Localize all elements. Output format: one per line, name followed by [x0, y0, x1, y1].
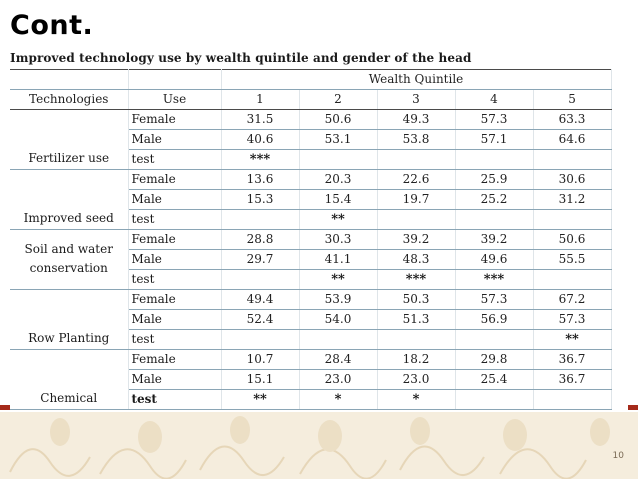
- accent-bar-left: [0, 405, 10, 410]
- use-label: Male: [128, 130, 221, 150]
- table-cell: 18.2: [377, 350, 455, 370]
- technology-label: Chemical: [10, 350, 128, 410]
- table-row: [10, 230, 611, 250]
- table-cell: 50.3: [377, 290, 455, 310]
- table-row: [10, 170, 611, 190]
- table-cell: 10.7: [221, 350, 299, 370]
- table-cell: 67.2: [533, 290, 611, 310]
- use-label: Male: [128, 370, 221, 390]
- column-header-technologies: Technologies: [10, 90, 128, 110]
- significance-cell: [455, 390, 533, 410]
- table-cell: 39.2: [455, 230, 533, 250]
- significance-cell: [377, 330, 455, 350]
- column-header-quintile-4: 4: [455, 90, 533, 110]
- table-cell: 25.2: [455, 190, 533, 210]
- significance-cell: **: [299, 210, 377, 230]
- table-cell: 31.2: [533, 190, 611, 210]
- table-cell: 57.1: [455, 130, 533, 150]
- table-cell: 15.1: [221, 370, 299, 390]
- use-label: test: [128, 150, 221, 170]
- table-cell: 51.3: [377, 310, 455, 330]
- significance-cell: ***: [377, 270, 455, 290]
- table-cell: 49.6: [455, 250, 533, 270]
- table-cell: 53.8: [377, 130, 455, 150]
- table-cell: 36.7: [533, 370, 611, 390]
- table-cell: 40.6: [221, 130, 299, 150]
- significance-cell: **: [533, 330, 611, 350]
- significance-cell: *: [377, 390, 455, 410]
- use-label: Male: [128, 190, 221, 210]
- table-cell: 39.2: [377, 230, 455, 250]
- table-cell: 52.4: [221, 310, 299, 330]
- table-cell: 30.3: [299, 230, 377, 250]
- table-row: [10, 350, 611, 370]
- table-cell: 36.7: [533, 350, 611, 370]
- significance-cell: *: [299, 390, 377, 410]
- technology-label: Improved seed: [10, 170, 128, 230]
- table-cell: 63.3: [533, 110, 611, 130]
- use-label: Female: [128, 230, 221, 250]
- significance-cell: [377, 150, 455, 170]
- table-cell: 15.3: [221, 190, 299, 210]
- table-cell: 57.3: [533, 310, 611, 330]
- table-cell: 49.3: [377, 110, 455, 130]
- column-header-quintile-2: 2: [299, 90, 377, 110]
- column-header-quintile-3: 3: [377, 90, 455, 110]
- table-cell: 49.4: [221, 290, 299, 310]
- header-row-group: [10, 70, 611, 90]
- use-label: test: [128, 270, 221, 290]
- significance-cell: [221, 330, 299, 350]
- significance-cell: [221, 270, 299, 290]
- table-cell: 55.5: [533, 250, 611, 270]
- table-cell: 29.8: [455, 350, 533, 370]
- table-caption: Improved technology use by wealth quintile and gender of the head: [10, 51, 472, 65]
- table-cell: 50.6: [533, 230, 611, 250]
- significance-cell: [299, 330, 377, 350]
- slide-title: Cont.: [10, 10, 94, 41]
- table-cell: 54.0: [299, 310, 377, 330]
- table-row: [10, 290, 611, 310]
- significance-cell: [377, 210, 455, 230]
- table-cell: 19.7: [377, 190, 455, 210]
- table-cell: 28.8: [221, 230, 299, 250]
- table-row: [10, 110, 611, 130]
- technology-label: Row Planting: [10, 290, 128, 350]
- table-cell: 25.4: [455, 370, 533, 390]
- table-cell: 56.9: [455, 310, 533, 330]
- table-cell: 22.6: [377, 170, 455, 190]
- table-cell: 53.1: [299, 130, 377, 150]
- header-spacer: [10, 70, 128, 90]
- table-cell: 57.3: [455, 290, 533, 310]
- table-cell: 64.6: [533, 130, 611, 150]
- accent-bar-right: [628, 405, 638, 410]
- wealth-quintile-header: Wealth Quintile: [221, 70, 611, 90]
- significance-cell: [221, 210, 299, 230]
- column-header-use: Use: [128, 90, 221, 110]
- column-header-quintile-5: 5: [533, 90, 611, 110]
- use-label: Female: [128, 290, 221, 310]
- header-row-columns: [10, 90, 611, 110]
- significance-cell: ***: [221, 150, 299, 170]
- significance-cell: ***: [455, 270, 533, 290]
- table-cell: 28.4: [299, 350, 377, 370]
- use-label: test: [128, 210, 221, 230]
- significance-cell: [299, 150, 377, 170]
- header-spacer: [128, 70, 221, 90]
- column-header-quintile-1: 1: [221, 90, 299, 110]
- significance-cell: **: [299, 270, 377, 290]
- table-cell: 30.6: [533, 170, 611, 190]
- use-label: Male: [128, 310, 221, 330]
- significance-cell: [455, 150, 533, 170]
- table-cell: 41.1: [299, 250, 377, 270]
- table-cell: 50.6: [299, 110, 377, 130]
- table-cell: 48.3: [377, 250, 455, 270]
- table-cell: 20.3: [299, 170, 377, 190]
- technology-label: Fertilizer use: [10, 110, 128, 170]
- table-cell: 15.4: [299, 190, 377, 210]
- use-label: test: [128, 390, 221, 410]
- use-label: Female: [128, 350, 221, 370]
- technology-table-container: [10, 69, 611, 412]
- table-cell: 23.0: [299, 370, 377, 390]
- significance-cell: [533, 150, 611, 170]
- table-cell: 13.6: [221, 170, 299, 190]
- table-cell: 23.0: [377, 370, 455, 390]
- table-cell: 57.3: [455, 110, 533, 130]
- use-label: Male: [128, 250, 221, 270]
- use-label: Female: [128, 110, 221, 130]
- decorative-pattern: [0, 412, 638, 479]
- significance-cell: [455, 330, 533, 350]
- technology-wealth-table: [10, 69, 612, 410]
- significance-cell: [533, 390, 611, 410]
- technology-label: [10, 230, 128, 290]
- table-cell: 31.5: [221, 110, 299, 130]
- technology-label-line2: conservation: [29, 261, 108, 275]
- table-cell: 25.9: [455, 170, 533, 190]
- significance-cell: **: [221, 390, 299, 410]
- table-cell: 53.9: [299, 290, 377, 310]
- table-cell: 29.7: [221, 250, 299, 270]
- use-label: test: [128, 330, 221, 350]
- decorative-footer-band: [0, 412, 638, 479]
- significance-cell: [533, 270, 611, 290]
- technology-label-line1: Soil and water: [24, 242, 113, 256]
- page-number: 10: [612, 451, 624, 461]
- significance-cell: [455, 210, 533, 230]
- use-label: Female: [128, 170, 221, 190]
- significance-cell: [533, 210, 611, 230]
